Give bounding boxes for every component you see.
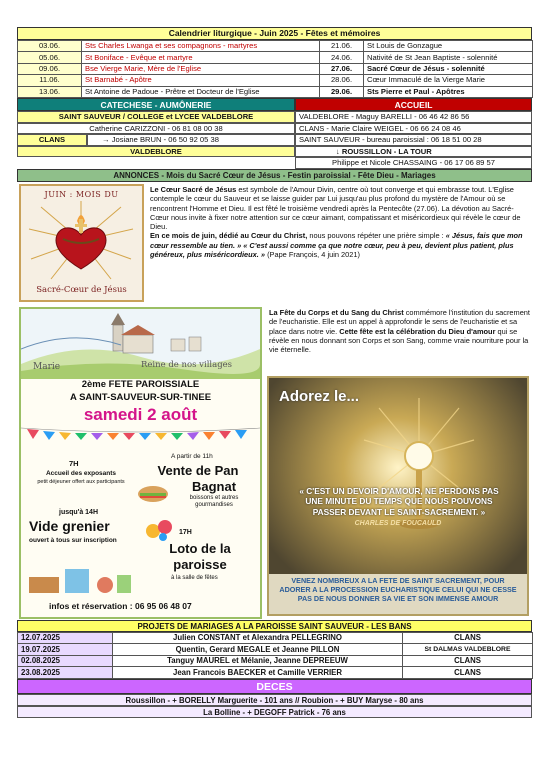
calendar-row [18, 41, 533, 52]
poster-time-17h: 17H [179, 528, 192, 536]
liturgical-calendar [17, 40, 533, 98]
adorez-title: Adorez le... [279, 387, 360, 405]
catechese-valdeblore: VALDEBLORE [17, 146, 295, 158]
adorez-author: CHARLES DE FOUCAULD [354, 519, 442, 527]
poster-reine: Reine de nos villages [141, 359, 233, 370]
mariages-header: PROJETS DE MARIAGES A LA PAROISSE SAINT SAUVEUR - LES BANS [17, 620, 532, 632]
vide-grenier-illustration-icon [25, 547, 135, 597]
mariage-place: CLANS [403, 667, 533, 679]
mariage-names: Julien CONSTANT et Alexandra PELLEGRINO [113, 632, 403, 644]
catechese-column [17, 98, 295, 169]
sacre-coeur-image-bottom: Sacré-Cœur de Jésus [36, 284, 127, 295]
poster-loto-2: paroisse [173, 556, 227, 572]
mariage-date: 02.08.2025 [18, 655, 113, 667]
poster-time-7h: 7H [69, 458, 79, 468]
sacre-coeur-image [19, 184, 144, 302]
calendar-date: 21.06. [320, 41, 364, 52]
sacre-coeur-text [150, 185, 530, 259]
mariage-date: 12.07.2025 [18, 632, 113, 644]
mariage-place: St DALMAS VALDEBLORE [403, 644, 533, 656]
calendar-feast: St Boniface - Evêque et martyre [82, 52, 320, 63]
poster-loto-1: Loto de la [169, 540, 231, 556]
calendar-feast: Sts Charles Lwanga et ses compagnons - martyres [82, 41, 320, 52]
sacred-heart-icon [21, 199, 142, 281]
catechese-contact: Catherine CARIZZONI - 06 81 08 00 38 [17, 123, 295, 135]
calendar-date: 27.06. [320, 63, 364, 74]
events-section [17, 304, 532, 620]
mariage-row [18, 655, 533, 667]
poster-marie: Marie [33, 361, 61, 372]
accueil-valdeblore: VALDEBLORE - Maguy BARELLI - 06 46 42 86 56 [295, 111, 532, 123]
sacre-coeur-paragraph-2: En ce mois de juin, dédié au Cœur du Christ, nous pouvons répéter une prière simple : « Jésus, fais que mon cœur ressemble au tien. » « C'est aussi comme ça que notre cœur, peu à peu, devient plus patient, plus généreux, plus miséricordieux. » (Pape François, 4 juin 2021) [150, 231, 523, 259]
accueil-column [295, 98, 532, 169]
poster-date: samedi 2 août [83, 404, 198, 424]
poster-ouvert: ouvert à tous sur inscription [29, 536, 117, 544]
poster-petit-dej: petit déjeuner offert aux participants [37, 478, 125, 485]
calendar-feast: Sacré Cœur de Jésus - solennité [364, 63, 533, 74]
deces-row-2: La Bolline - + DEGOFF Patrick - 76 ans [17, 706, 532, 718]
catechese-school: SAINT SAUVEUR / COLLEGE et LYCEE VALDEBLORE [17, 111, 295, 123]
clans-label: CLANS [17, 134, 87, 146]
calendar-row [18, 86, 533, 97]
calendar-feast: St Barnabé - Apôtre [82, 75, 320, 86]
poster-infos: infos et réservation : 06 95 06 48 07 [49, 600, 192, 611]
accueil-roussillon: ↓ ROUSSILLON - LA TOUR [295, 146, 532, 158]
contacts-section [17, 98, 532, 169]
mariage-row [18, 667, 533, 679]
mariage-names: Quentin, Gerard MEGALE et Jeanne PILLON [113, 644, 403, 656]
poster-salle: à la salle de fêtes [171, 574, 218, 581]
mariage-row [18, 644, 533, 656]
calendar-feast: St Antoine de Padoue - Prêtre et Docteur de l'Eglise [82, 86, 320, 97]
accueil-header: ACCUEIL [295, 98, 532, 111]
fete-paroissiale-poster [19, 307, 262, 619]
poster-vide-grenier: Vide grenier [29, 517, 110, 534]
calendar-title: Calendrier liturgique - Juin 2025 - Fêtes et mémoires [17, 27, 532, 40]
calendar-row [18, 75, 533, 86]
adorez-poster [267, 376, 529, 616]
calendar-feast: St Louis de Gonzague [364, 41, 533, 52]
poster-accueil: Accueil des exposants [45, 469, 117, 477]
sacre-coeur-image-top: JUIN : MOIS DU [44, 189, 119, 199]
mariage-date: 19.07.2025 [18, 644, 113, 656]
adorez-quote: « C'EST UN DEVOIR D'AMOUR, NE PERDONS PAS UNE MINUTE DU TEMPS QUE NOUS POUVONS PASSER DEVANT LE SAINT-SACREMENT. » [299, 485, 499, 517]
calendar-feast: Cœur Immaculé de la Vierge Marie [364, 75, 533, 86]
calendar-date: 05.06. [18, 52, 82, 63]
poster-vente: Vente de Pan [157, 462, 239, 478]
corps-christ-text [269, 308, 531, 354]
accueil-saint-sauveur: SAINT SAUVEUR - bureau paroissial : 06 18 51 00 28 [295, 134, 532, 146]
clans-contact: → Josiane BRUN - 06 50 92 05 38 [87, 134, 295, 146]
poster-bagnat: Bagnat [191, 478, 237, 494]
corps-christ-paragraph: La Fête du Corps et du Sang du Christ commémore l'institution du sacrement de l'eucharistie. Elle est un appel à approfondir le sens de l'eucharistie et sa place dans notre vie. Cette fête est la célébration du Dieu d'amour qui se révèle en nous donnant son Corps et son Sang, comme vraie nourriture pour la vie éternelle. [269, 307, 530, 355]
catechese-clans-row [17, 134, 295, 146]
calendar-date: 13.06. [18, 86, 82, 97]
mariage-date: 23.08.2025 [18, 667, 113, 679]
calendar-date: 09.06. [18, 63, 82, 74]
accueil-chassaing: Philippe et Nicole CHASSAING - 06 17 06 89 57 [295, 157, 532, 169]
mariage-names: Tanguy MAUREL et Mélanie, Jeanne DEPREEUW [113, 655, 403, 667]
poster-boissons: boissons et autres gourmandises [189, 494, 239, 509]
catechese-header: CATECHESE - AUMÔNERIE [17, 98, 295, 111]
mariage-row [18, 632, 533, 644]
calendar-date: 29.06. [320, 86, 364, 97]
calendar-date: 03.06. [18, 41, 82, 52]
poster-title-2: A SAINT-SAUVEUR-SUR-TINEE [69, 391, 212, 403]
deces-row-1: Roussillon - + BORELLY Marguerite - 101 ans // Roubion - + BUY Maryse - 80 ans [17, 694, 532, 706]
adorez-invitation: VENEZ NOMBREUX A LA FETE DE SAINT SACREMENT, POUR ADORER A LA PROCESSION EUCHARISTIQUE CELUI QUI NE CESSE PAS DE NOUS DONNER SA VIE ET SON IMMENSE AMOUR [279, 575, 517, 604]
accueil-clans: CLANS - Marie Claire WEIGEL - 06 66 24 08 46 [295, 123, 532, 135]
bunting-icon [21, 426, 260, 440]
calendar-feast: Bse Vierge Marie, Mère de l'Eglise [82, 63, 320, 74]
calendar-row [18, 52, 533, 63]
calendar-feast: Sts Pierre et Paul - Apôtres [364, 86, 533, 97]
mariage-names: Jean Francois BAECKER et Camille VERRIER [113, 667, 403, 679]
calendar-date: 28.06. [320, 75, 364, 86]
sacre-coeur-paragraph-1: Le Cœur Sacré de Jésus est symbole de l'Amour Divin, centre où tout converge et qui embrasse tout. L'Eglise contemple le cœur du Sauveur et se laisse guider par Lui jusqu'au plus profond du mystère de l'Amour où se rencontrent l'Homme et Dieu. Il est fêté le troisième vendredi après la Pentecôte (27.06). La dévotion au Sacré-Cœur nous invite à fixer notre attention sur ce cœur aimant, compatissant et miséricordieux qui révèle le cœur de Dieu. [150, 184, 521, 232]
annonces-banner: ANNONCES - Mois du Sacré Cœur de Jésus - Festin paroissial - Fête Dieu - Mariages [17, 169, 532, 182]
sandwich-icon [136, 484, 170, 506]
calendar-date: 11.06. [18, 75, 82, 86]
poster-title-1: 2ème FETE PAROISSIALE [81, 378, 200, 390]
mariage-place: CLANS [403, 655, 533, 667]
bulletin-page [17, 27, 532, 718]
mariages-table [17, 632, 533, 679]
loto-balls-icon [145, 517, 175, 541]
calendar-row [18, 63, 533, 74]
calendar-feast: Nativité de St Jean Baptiste - solennité [364, 52, 533, 63]
calendar-date: 24.06. [320, 52, 364, 63]
mariage-place: CLANS [403, 632, 533, 644]
poster-until-14h: jusqu'à 14H [59, 508, 99, 516]
poster-from-11h: A partir de 11h [171, 452, 213, 460]
deces-header: DECES [17, 679, 532, 694]
sacre-coeur-section [17, 182, 532, 304]
